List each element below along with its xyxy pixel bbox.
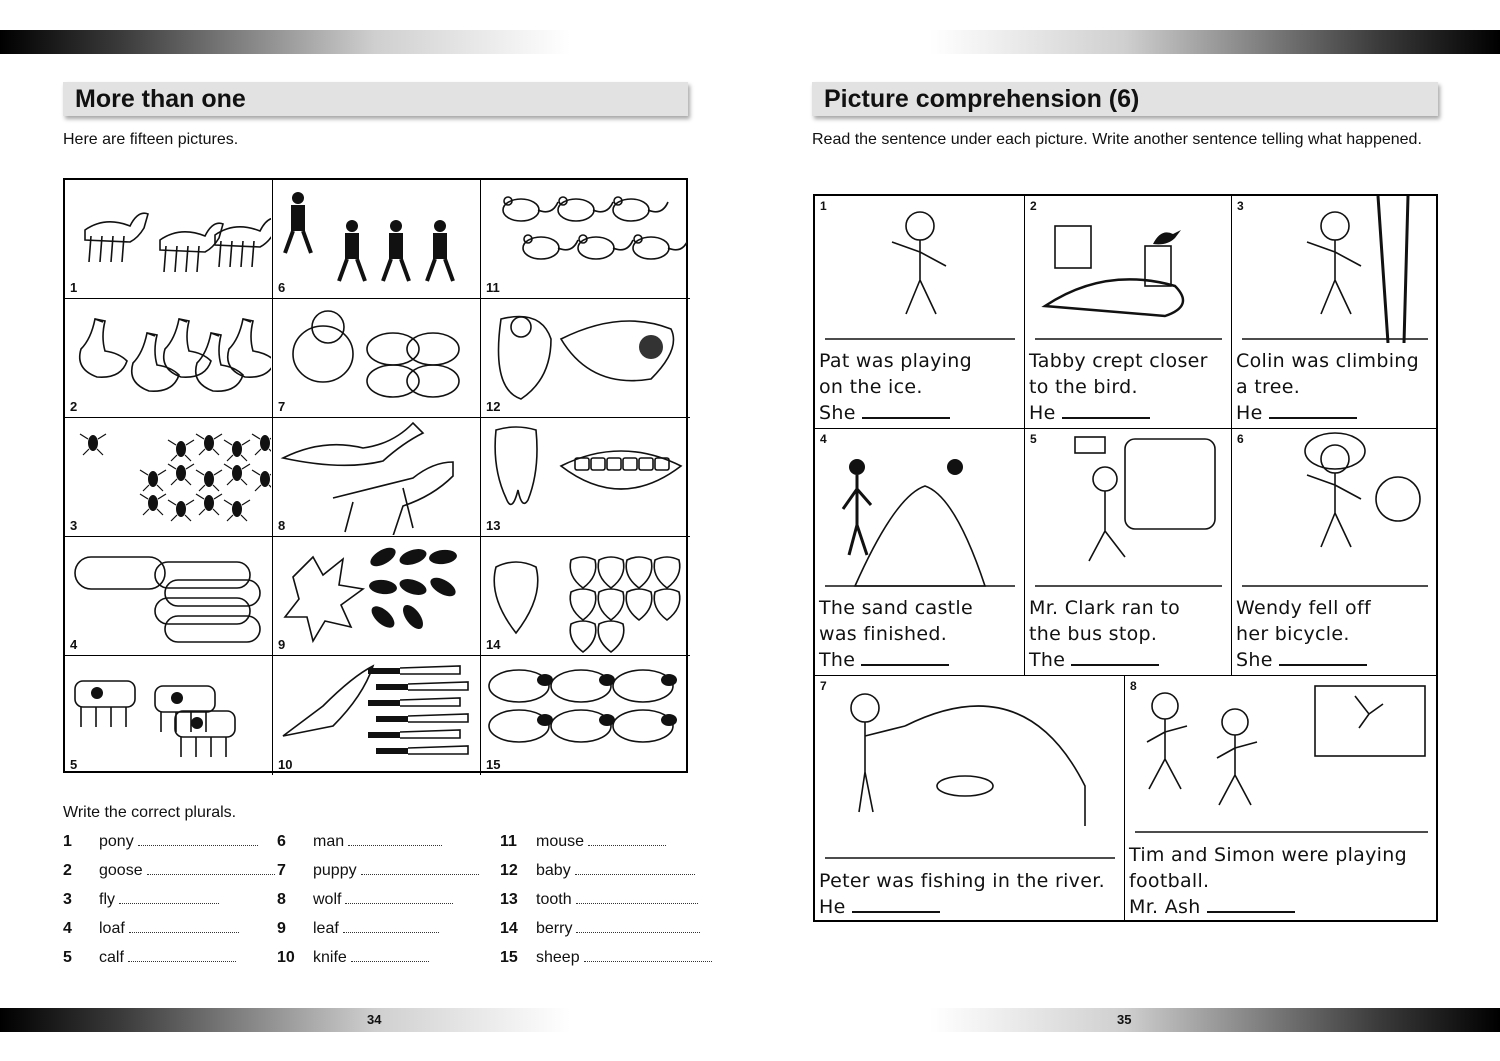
teeth-icon (481, 418, 687, 535)
loaves-icon (65, 537, 271, 654)
right-title-bar (812, 82, 1438, 116)
comprehension-cell-3 (1232, 196, 1438, 429)
picture-number: 3 (1237, 199, 1244, 213)
plural-word: baby (536, 862, 571, 879)
picture-caption (1029, 595, 1180, 673)
picture-number: 6 (1237, 432, 1244, 446)
caption-line: the bus stop. (1029, 623, 1158, 645)
plural-word: wolf (313, 891, 342, 908)
picture-number: 11 (486, 280, 500, 295)
flies-icon (65, 418, 271, 535)
picture-cell-7 (273, 299, 481, 418)
plural-number: 11 (500, 833, 517, 850)
picture-number: 14 (486, 637, 501, 652)
picture-cell-14 (481, 537, 690, 656)
picture-number: 4 (820, 432, 827, 446)
left-title-bar (63, 82, 688, 116)
cat-and-bird-icon (1025, 196, 1232, 343)
plurals-column-2 (277, 832, 479, 977)
answer-line[interactable] (361, 861, 479, 875)
man-running-to-bus-icon (1025, 429, 1232, 590)
picture-cell-11 (481, 180, 690, 299)
plural-word: tooth (536, 891, 572, 908)
caption-line: on the ice. (819, 376, 923, 398)
picture-cell-2 (65, 299, 273, 418)
plural-word: mouse (536, 833, 585, 850)
caption-line: Colin was climbing (1236, 350, 1420, 372)
plural-number: 1 (63, 833, 72, 850)
caption-line: The sand castle (819, 597, 973, 619)
mice-icon (481, 180, 687, 297)
plural-number: 14 (500, 920, 518, 937)
plural-word: man (313, 833, 345, 850)
answer-line[interactable] (345, 890, 453, 904)
comprehension-cell-6 (1232, 429, 1438, 676)
babies-icon (481, 299, 687, 416)
picture-caption (819, 348, 972, 426)
comprehension-cell-5 (1025, 429, 1232, 676)
comprehension-cell-1 (815, 196, 1025, 429)
picture-number: 6 (278, 280, 286, 295)
answer-line[interactable] (1071, 662, 1159, 666)
picture-number: 3 (70, 518, 78, 533)
plural-number: 2 (63, 862, 72, 879)
picture-number: 7 (278, 399, 286, 414)
plural-item-11 (500, 832, 712, 861)
leaves-icon (273, 537, 479, 654)
picture-cell-8 (273, 418, 481, 537)
caption-line: The (1029, 649, 1066, 671)
plural-number: 12 (500, 862, 518, 879)
comprehension-cell-2 (1025, 196, 1232, 429)
plural-item-7 (277, 861, 479, 890)
plural-word: puppy (313, 862, 357, 879)
answer-line[interactable] (1269, 415, 1357, 419)
picture-number: 9 (278, 637, 286, 652)
plural-number: 3 (63, 891, 72, 908)
caption-line: her bicycle. (1236, 623, 1350, 645)
answer-line[interactable] (1279, 662, 1367, 666)
left-page-title: More than one (75, 85, 246, 113)
left-page-number: 34 (367, 1012, 382, 1027)
picture-number: 1 (820, 199, 827, 213)
caption-line: Tim and Simon were playing (1129, 844, 1407, 866)
picture-number: 13 (486, 518, 501, 533)
header-bar (0, 30, 1500, 54)
right-page-number: 35 (1117, 1012, 1132, 1027)
right-page-title: Picture comprehension (6) (824, 85, 1140, 113)
answer-line[interactable] (351, 948, 429, 962)
picture-cell-10 (273, 656, 481, 775)
picture-caption (1236, 595, 1371, 673)
picture-caption (819, 868, 1105, 920)
answer-line[interactable] (861, 662, 949, 666)
picture-number: 5 (1030, 432, 1037, 446)
plurals-instruction: Write the correct plurals. (63, 804, 237, 821)
caption-line: She (819, 402, 856, 424)
plurals-column-1 (63, 832, 275, 977)
answer-line[interactable] (138, 832, 258, 846)
plural-item-9 (277, 919, 479, 948)
puppies-icon (273, 299, 479, 416)
plural-word: sheep (536, 949, 580, 966)
picture-cell-9 (273, 537, 481, 656)
picture-number: 2 (70, 399, 78, 414)
answer-line[interactable] (1207, 909, 1295, 913)
answer-line[interactable] (128, 948, 236, 962)
answer-line[interactable] (147, 861, 275, 875)
picture-caption (1129, 842, 1407, 920)
plural-word: berry (536, 920, 573, 937)
plural-item-10 (277, 948, 479, 977)
answer-line[interactable] (852, 909, 940, 913)
caption-line: Mr. Clark ran to (1029, 597, 1180, 619)
wolves-icon (273, 418, 479, 535)
answer-line[interactable] (1062, 415, 1150, 419)
picture-number: 1 (70, 280, 78, 295)
picture-cell-1 (65, 180, 273, 299)
knives-icon (273, 656, 479, 773)
plural-item-2 (63, 861, 275, 890)
picture-number: 8 (278, 518, 286, 533)
plural-number: 5 (63, 949, 72, 966)
picture-number: 8 (1130, 679, 1137, 693)
plural-number: 6 (277, 833, 286, 850)
picture-number: 12 (486, 399, 501, 414)
answer-line[interactable] (575, 861, 695, 875)
caption-line: a tree. (1236, 376, 1301, 398)
picture-number: 4 (70, 637, 78, 652)
answer-line[interactable] (584, 948, 712, 962)
comprehension-cell-8 (1125, 676, 1438, 922)
boy-climbing-tree-icon (1232, 196, 1438, 343)
comprehension-cell-7 (815, 676, 1125, 922)
right-intro: Read the sentence under each picture. Write another sentence telling what happened. (812, 131, 1422, 148)
picture-cell-4 (65, 537, 273, 656)
answer-line[interactable] (119, 890, 219, 904)
plural-item-4 (63, 919, 275, 948)
plural-item-14 (500, 919, 712, 948)
boys-playing-football-icon (1125, 676, 1438, 836)
answer-line[interactable] (862, 415, 950, 419)
plural-word: loaf (99, 920, 125, 937)
plural-item-3 (63, 890, 275, 919)
caption-line: was finished. (819, 623, 948, 645)
plural-item-1 (63, 832, 275, 861)
plural-item-5 (63, 948, 275, 977)
picture-cell-6 (273, 180, 481, 299)
answer-line[interactable] (588, 832, 666, 846)
answer-line[interactable] (576, 890, 698, 904)
plural-item-6 (277, 832, 479, 861)
plural-word: pony (99, 833, 134, 850)
caption-line: She (1236, 649, 1273, 671)
plural-word: calf (99, 949, 124, 966)
caption-line: Mr. Ash (1129, 896, 1201, 918)
men-icon (273, 180, 479, 297)
picture-caption (1236, 348, 1419, 426)
comprehension-cell-4 (815, 429, 1025, 676)
answer-line[interactable] (129, 919, 239, 933)
picture-number: 5 (70, 757, 78, 772)
answer-line[interactable] (343, 919, 439, 933)
sand-castle-icon (815, 429, 1025, 590)
horses-icon (65, 180, 271, 297)
picture-caption (1029, 348, 1208, 426)
left-intro: Here are fifteen pictures. (63, 131, 239, 148)
picture-cell-13 (481, 418, 690, 537)
plural-number: 8 (277, 891, 286, 908)
plural-word: fly (99, 891, 115, 908)
caption-line: He (819, 896, 846, 918)
sheep-icon (481, 656, 687, 773)
caption-line: Wendy fell off (1236, 597, 1371, 619)
picture-number: 15 (486, 757, 501, 772)
calves-icon (65, 656, 271, 773)
plural-item-13 (500, 890, 712, 919)
caption-line: Peter was fishing in the river. (819, 870, 1105, 892)
picture-grid (63, 178, 688, 773)
picture-cell-12 (481, 299, 690, 418)
plural-number: 4 (63, 920, 72, 937)
berries-icon (481, 537, 687, 654)
picture-caption (819, 595, 973, 673)
plural-number: 9 (277, 920, 286, 937)
geese-icon (65, 299, 271, 416)
footer-bar (0, 1008, 1500, 1032)
picture-number: 2 (1030, 199, 1037, 213)
plural-word: goose (99, 862, 143, 879)
caption-line: football. (1129, 870, 1210, 892)
plural-number: 13 (500, 891, 518, 908)
answer-line[interactable] (576, 919, 700, 933)
caption-line: Tabby crept closer (1029, 350, 1208, 372)
plural-item-8 (277, 890, 479, 919)
plural-word: knife (313, 949, 347, 966)
plural-item-12 (500, 861, 712, 890)
caption-line: The (819, 649, 856, 671)
plural-item-15 (500, 948, 712, 977)
picture-number: 10 (278, 757, 293, 772)
caption-line: to the bird. (1029, 376, 1138, 398)
caption-line: He (1029, 402, 1056, 424)
picture-cell-3 (65, 418, 273, 537)
picture-number: 7 (820, 679, 827, 693)
caption-line: Pat was playing (819, 350, 972, 372)
boy-fishing-icon (815, 676, 1125, 862)
plural-number: 15 (500, 949, 518, 966)
picture-cell-15 (481, 656, 690, 775)
caption-line: He (1236, 402, 1263, 424)
answer-line[interactable] (348, 832, 442, 846)
plural-number: 10 (277, 949, 295, 966)
comprehension-grid (813, 194, 1438, 922)
picture-cell-5 (65, 656, 273, 775)
girl-on-ice-icon (815, 196, 1025, 343)
plural-number: 7 (277, 862, 286, 879)
plural-word: leaf (313, 920, 339, 937)
girl-falling-off-bicycle-icon (1232, 429, 1438, 590)
plurals-column-3 (500, 832, 712, 977)
